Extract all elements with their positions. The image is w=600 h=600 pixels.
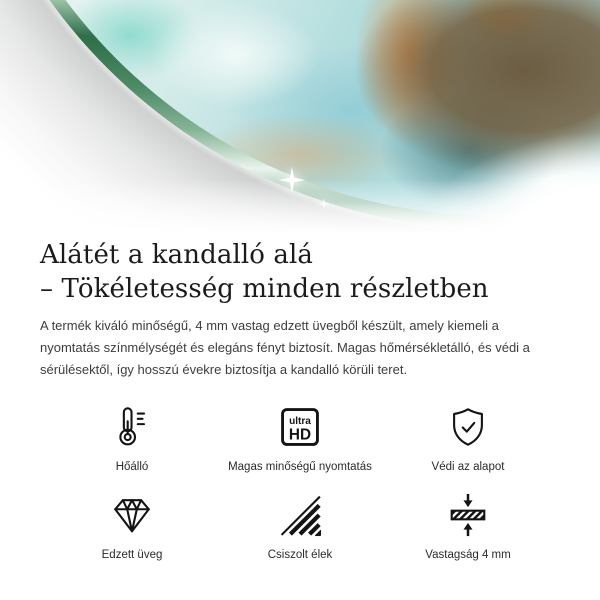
feature-print-quality	[216, 404, 384, 474]
feature-label: Magas minőségű nyomtatás	[228, 461, 372, 473]
feature-polished-edges	[216, 492, 384, 562]
feature-label: Vastagság 4 mm	[425, 549, 511, 561]
features-grid	[40, 404, 560, 562]
feature-heat-resistant	[48, 404, 216, 474]
page-title	[40, 238, 560, 306]
thickness-icon	[445, 492, 491, 538]
feature-label: Edzett üveg	[101, 549, 163, 561]
product-description: A termék kiváló minőségű, 4 mm vastag edzett üvegből készült, amely kiemeli a nyomtatás színmélységét és elegáns fényt biztosít. Magas hőmérsékletálló, és védi a sérülésektől, így hosszú évekre biztosítja a kandalló körüli teret.	[40, 318, 530, 377]
title-line-1: Alátét a kandalló alá	[40, 240, 314, 270]
title-line-2: – Tökéletesség minden részletben	[40, 274, 489, 304]
product-image	[0, 0, 600, 236]
ultra-hd-icon	[277, 404, 323, 450]
svg-text:ultra: ultra	[289, 416, 311, 428]
feature-label: Hőálló	[115, 461, 149, 473]
sparkle-icon	[318, 198, 330, 210]
feature-tempered-glass	[48, 492, 216, 562]
diamond-icon	[109, 492, 155, 538]
shield-check-icon	[445, 404, 491, 450]
feature-label: Csiszolt élek	[267, 549, 333, 561]
feature-label: Védi az alapot	[431, 461, 505, 473]
beveled-edge-icon	[277, 492, 323, 538]
sparkle-icon	[279, 167, 305, 193]
content-area	[0, 238, 600, 562]
svg-text:HD: HD	[288, 426, 312, 444]
feature-protects-base	[384, 404, 552, 474]
feature-thickness	[384, 492, 552, 562]
thermometer-icon	[109, 404, 155, 450]
